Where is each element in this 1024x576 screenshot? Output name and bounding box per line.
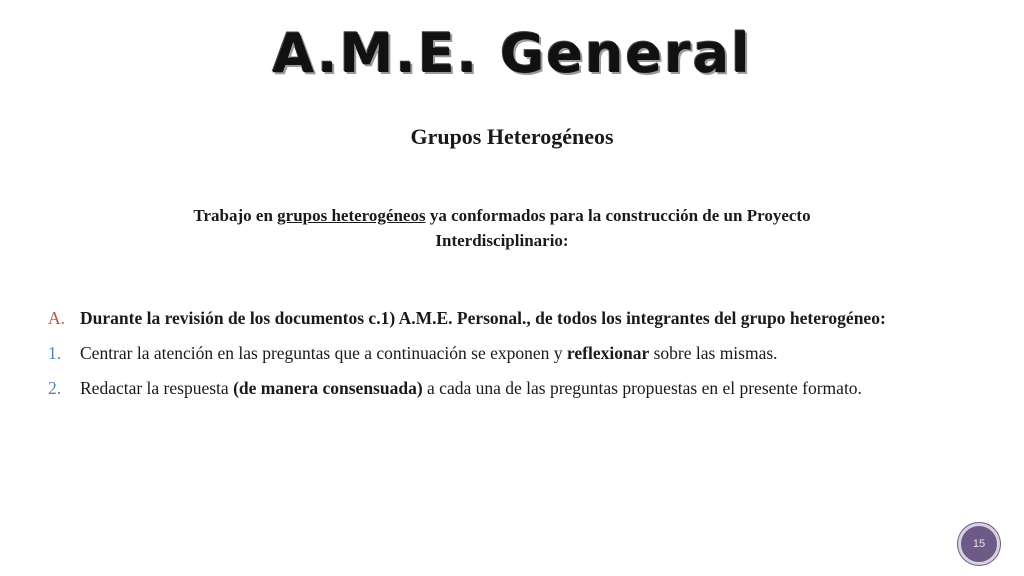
list-item-2	[48, 376, 954, 401]
list-item-text-before: Redactar la respuesta	[80, 378, 234, 398]
list-item-text: Durante la revisión de los documentos c.1) A.M.E. Personal., de todos los integrantes del grupo heterogéneo:	[80, 308, 886, 328]
list-item-text	[80, 343, 778, 363]
slide-title: A.M.E. General	[272, 22, 752, 85]
intro-text-part1: Trabajo en	[193, 206, 278, 225]
intro-text-part2: ya conformados para la construcción de un Proyecto	[425, 206, 811, 225]
list-marker: A.	[48, 308, 66, 328]
list-item-text	[80, 376, 954, 401]
page-number-badge	[958, 523, 1000, 565]
list-item-a	[48, 306, 954, 331]
list-item-1	[48, 341, 954, 366]
list-marker: 2.	[48, 378, 62, 398]
list-item-text-bold: (de manera consensuada)	[233, 378, 423, 398]
page-number: 15	[972, 538, 986, 550]
intro-underlined-text: grupos heterogéneos	[277, 206, 426, 225]
list-marker: 1.	[48, 343, 62, 363]
intro-paragraph	[100, 203, 904, 253]
list-item-text-after: sobre las mismas.	[649, 343, 778, 363]
list-item-text-bold: reflexionar	[566, 343, 650, 363]
intro-text-line2: Interdisciplinario:	[435, 231, 569, 250]
slide-subtitle: Grupos Heterogéneos	[410, 124, 614, 149]
instruction-list	[48, 306, 954, 411]
list-item-text-after: a cada una de las preguntas propuestas en el presente formato.	[422, 378, 862, 398]
list-item-text-before: Centrar la atención en las preguntas que a continuación se exponen y	[80, 343, 567, 363]
